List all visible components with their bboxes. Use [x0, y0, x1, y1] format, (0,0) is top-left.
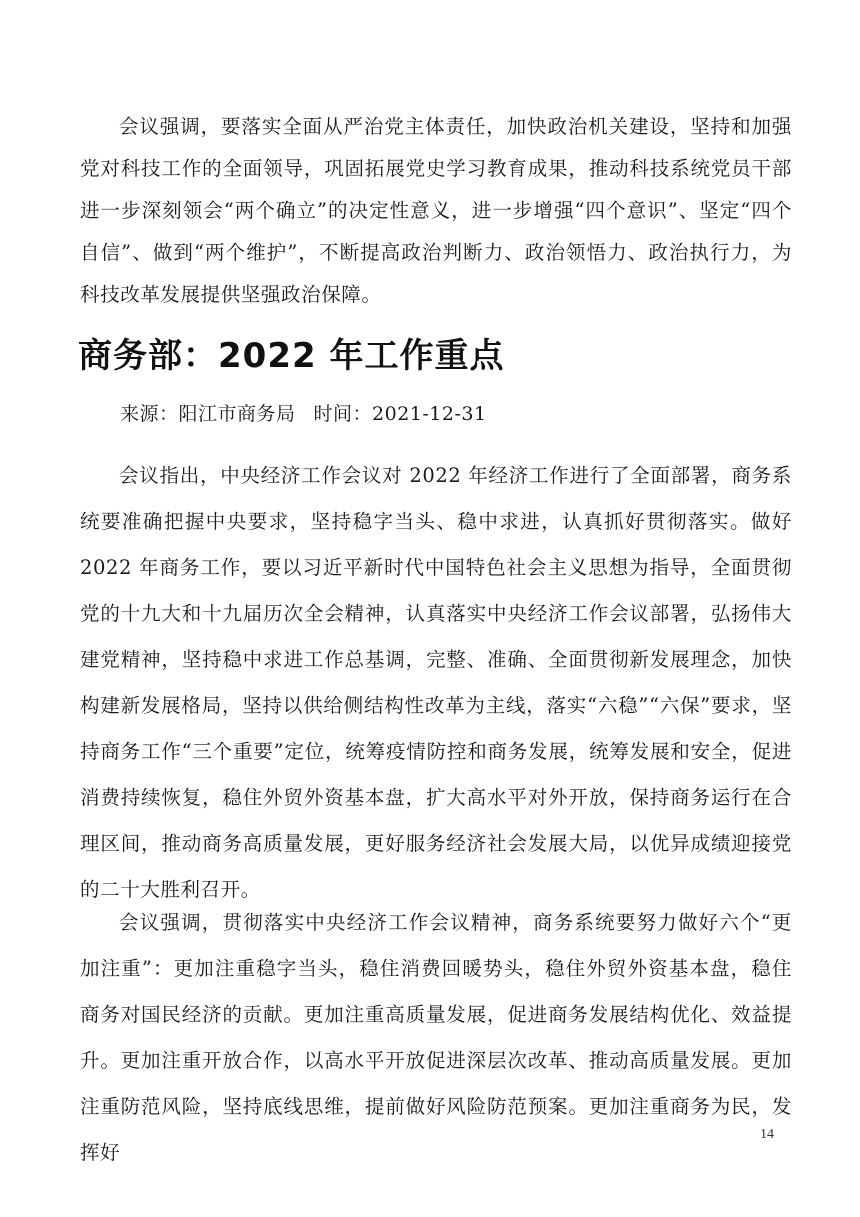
- article-meta: [120, 396, 487, 432]
- paragraph-meeting-emphasis: 会议强调，贯彻落实中央经济工作会议精神，商务系统要努力做好六个“更加注重”：更加注重稳字当头，稳住消费回暖势头，稳住外贸外资基本盘，稳住商务对国民经济的贡献。更加注重高质量发展，促进商务发展结构优化、效益提升。更加注重开放合作，以高水平开放促进深层次改革、推动高质量发展。更加注重防范风险，坚持底线思维，提前做好风险防范预案。更加注重商务为民，发挥好: [80, 911, 792, 1164]
- time-label: 时间：2021-12-31: [313, 403, 487, 425]
- paragraph-meeting-points: 会议指出，中央经济工作会议对 2022 年经济工作进行了全面部署，商务系统要准确把握中央要求，坚持稳字当头、稳中求进，认真抓好贯彻落实。做好 2022 年商务工作，要以习近平新时代中国特色社会主义思想为指导，全面贯彻党的十九大和十九届历次全会精神，认真落实中央经济工作会议部署，弘扬伟大建党精神，坚持稳中求进工作总基调，完整、准确、全面贯彻新发展理念，加快构建新发展格局，坚持以供给侧结构性改革为主线，落实“六稳”“六保”要求，坚持商务工作“三个重要”定位，统筹疫情防控和商务发展，统筹发展和安全，促进消费持续恢复，稳住外贸外资基本盘，扩大高水平对外开放，保持商务运行在合理区间，推动商务高质量发展，更好服务经济社会发展大局，以优异成绩迎接党的二十大胜利召开。: [80, 464, 792, 901]
- paragraph-party-leadership: 会议强调，要落实全面从严治党主体责任，加快政治机关建设，坚持和加强党对科技工作的全面领导，巩固拓展党史学习教育成果，推动科技系统党员干部进一步深刻领会“两个确立”的决定性意义，进一步增强“四个意识”、坚定“四个自信”、做到“两个维护”，不断提高政治判断力、政治领悟力、政治执行力，为科技改革发展提供坚强政治保障。: [80, 115, 792, 306]
- page-number: 14: [760, 1127, 774, 1142]
- source-label: 来源：阳江市商务局: [120, 403, 296, 425]
- article-title: 商务部：2022 年工作重点: [78, 336, 505, 376]
